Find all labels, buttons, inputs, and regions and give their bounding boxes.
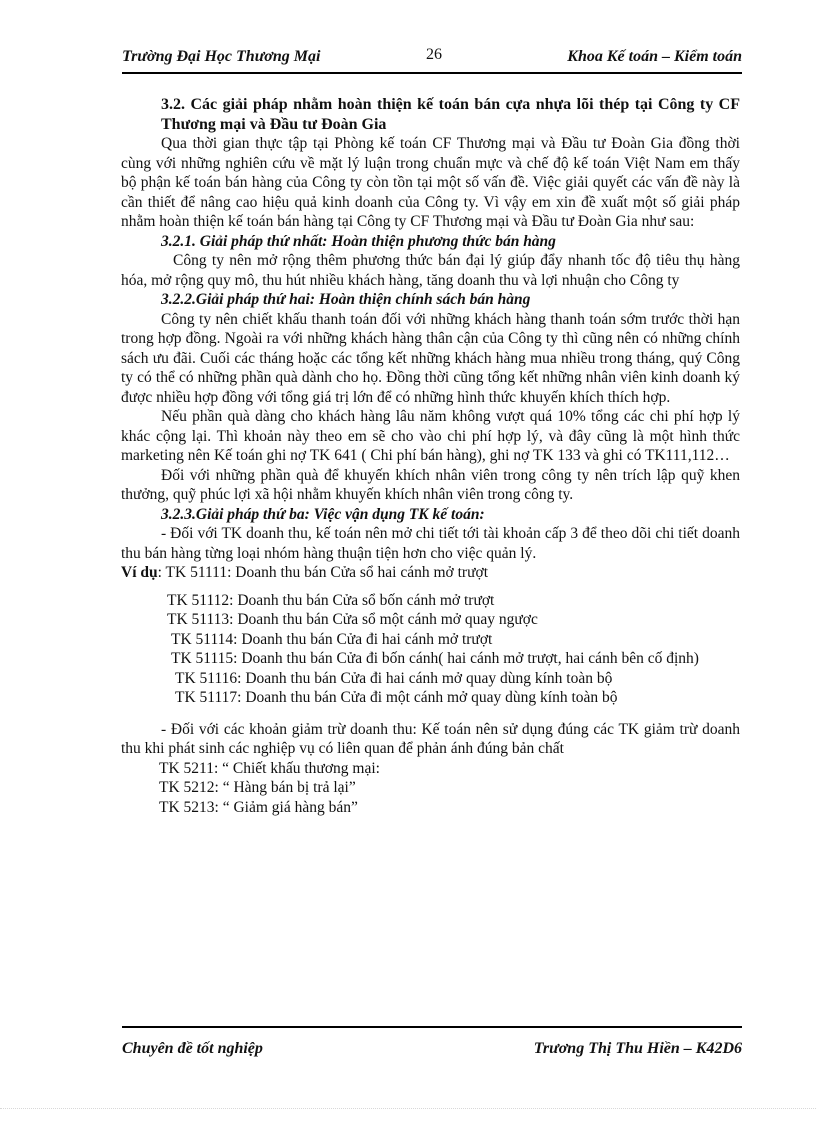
page-body bbox=[121, 95, 740, 817]
solution-1-text: Công ty nên mở rộng thêm phương thức bán đại lý giúp đẩy nhanh tốc độ tiêu thụ hàng hóa, mở rộng quy mô, thu hút nhiều khách hàng, tăng doanh thu và lợi nhuận cho Công ty bbox=[121, 252, 740, 289]
page-number: 26 bbox=[426, 46, 442, 63]
solution-2-heading: 3.2.2.Giải pháp thứ hai: Hoàn thiện chính sách bán hàng bbox=[161, 291, 531, 308]
footer-author: Trương Thị Thu Hiền – K42D6 bbox=[533, 1040, 742, 1057]
footer-rule bbox=[122, 1026, 742, 1028]
example-first-account: : TK 51111: Doanh thu bán Cửa sổ hai cánh mở trượt bbox=[157, 564, 488, 581]
header-school: Trường Đại Học Thương Mại bbox=[122, 48, 321, 65]
solution-2-paragraph-1: Công ty nên chiết khấu thanh toán đối với những khách hàng thanh toán sớm trước thời hạn trong hợp đồng. Ngoài ra với những khách hàng thân cận của Công ty thì cũng nên có những chính sách ưu đãi. Cuối các tháng hoặc các tổng kết những khách hàng mua nhiều trong tháng, quý Công ty có thể có những phần quà dành cho họ. Đồng thời cũng tổng kết những nhân viên kinh doanh ký được nhiều hợp đồng với tổng giá trị lớn để có những hình thức khuyến khích thích hợp. bbox=[121, 310, 740, 406]
solution-3-paragraph: - Đối với TK doanh thu, kế toán nên mở chi tiết tới tài khoản cấp 3 để theo dõi chi tiết doanh thu bán hàng từng loại nhóm hàng thuận tiện hơn cho việc quản lý. bbox=[121, 525, 740, 562]
solution-2-paragraph-2: Nếu phần quà dàng cho khách hàng lâu năm không vượt quá 10% tổng các chi phí hợp lý khác cộng lại. Thì khoản này theo em sẽ cho vào chi phí hợp lý, và đây cũng là một hình thức marketing nên Kế toán ghi nợ TK 641 ( Chi phí bán hàng), ghi nợ TK 133 và ghi có TK111,112… bbox=[121, 408, 740, 464]
account-item: TK 51113: Doanh thu bán Cửa sổ một cánh mở quay ngược bbox=[167, 611, 538, 628]
deduction-account: TK 5212: “ Hàng bán bị trả lại” bbox=[159, 779, 356, 796]
account-item: TK 51115: Doanh thu bán Cửa đi bốn cánh( hai cánh mở trượt, hai cánh bên cố định) bbox=[171, 650, 699, 667]
account-item: TK 51112: Doanh thu bán Cửa sổ bốn cánh mở trượt bbox=[167, 591, 495, 609]
footer-thesis-label: Chuyên đề tốt nghiệp bbox=[122, 1040, 263, 1057]
header-rule bbox=[122, 72, 742, 74]
account-item: TK 51116: Doanh thu bán Cửa đi hai cánh mở quay dùng kính toàn bộ bbox=[175, 669, 613, 687]
solution-1-heading: 3.2.1. Giải pháp thứ nhất: Hoàn thiện phương thức bán hàng bbox=[161, 232, 556, 250]
solution-3-heading: 3.2.3.Giải pháp thứ ba: Việc vận dụng TK kế toán: bbox=[161, 505, 485, 523]
page-footer bbox=[122, 1040, 742, 1064]
deductions-paragraph: - Đối với các khoản giảm trừ doanh thu: Kế toán nên sử dụng đúng các TK giảm trừ doanh thu khi phát sinh các nghiệp vụ có liên quan để phản ánh đúng bản chất bbox=[121, 720, 740, 757]
deduction-account: TK 5213: “ Giảm giá hàng bán” bbox=[159, 798, 358, 816]
solution-2-paragraph-3: Đối với những phần quà để khuyến khích nhân viên trong công ty nên trích lập quỹ khen thưởng, quỹ phúc lợi xã hội nhằm khuyến khích nhân viên trong công ty. bbox=[121, 466, 740, 503]
section-heading: 3.2. Các giải pháp nhằm hoàn thiện kế toán bán cựa nhựa lõi thép tại Công ty CF Thương mại và Đầu tư Đoàn Gia bbox=[161, 96, 740, 133]
account-list bbox=[121, 591, 740, 708]
example-label: Ví dụ bbox=[121, 564, 158, 581]
example-line bbox=[121, 563, 740, 583]
page-edge-divider bbox=[0, 1108, 816, 1109]
page-header bbox=[122, 44, 742, 70]
header-department: Khoa Kế toán – Kiểm toán bbox=[567, 48, 742, 65]
intro-paragraph: Qua thời gian thực tập tại Phòng kế toán CF Thương mại và Đầu tư Đoàn Gia đồng thời cùng với những nghiên cứu về mặt lý luận trong chuẩn mực và chế độ kế toán Việt Nam em thấy bộ phận kế toán bán hàng của Công ty còn tồn tại một số vấn đề. Việc giải quyết các vấn đề này là cần thiết để nâng cao hiệu quả kinh doanh của Công ty. Vì vậy em xin đề xuất một số giải pháp nhằm hoàn thiện kế toán bán hàng tại Công ty CF Thương mại và Đầu tư Đoàn Gia như sau: bbox=[121, 135, 740, 230]
deduction-account: TK 5211: “ Chiết khấu thương mại: bbox=[159, 759, 380, 777]
account-item: TK 51117: Doanh thu bán Cửa đi một cánh mở quay dùng kính toàn bộ bbox=[175, 689, 618, 706]
account-item: TK 51114: Doanh thu bán Cửa đi hai cánh mở trượt bbox=[171, 630, 493, 648]
